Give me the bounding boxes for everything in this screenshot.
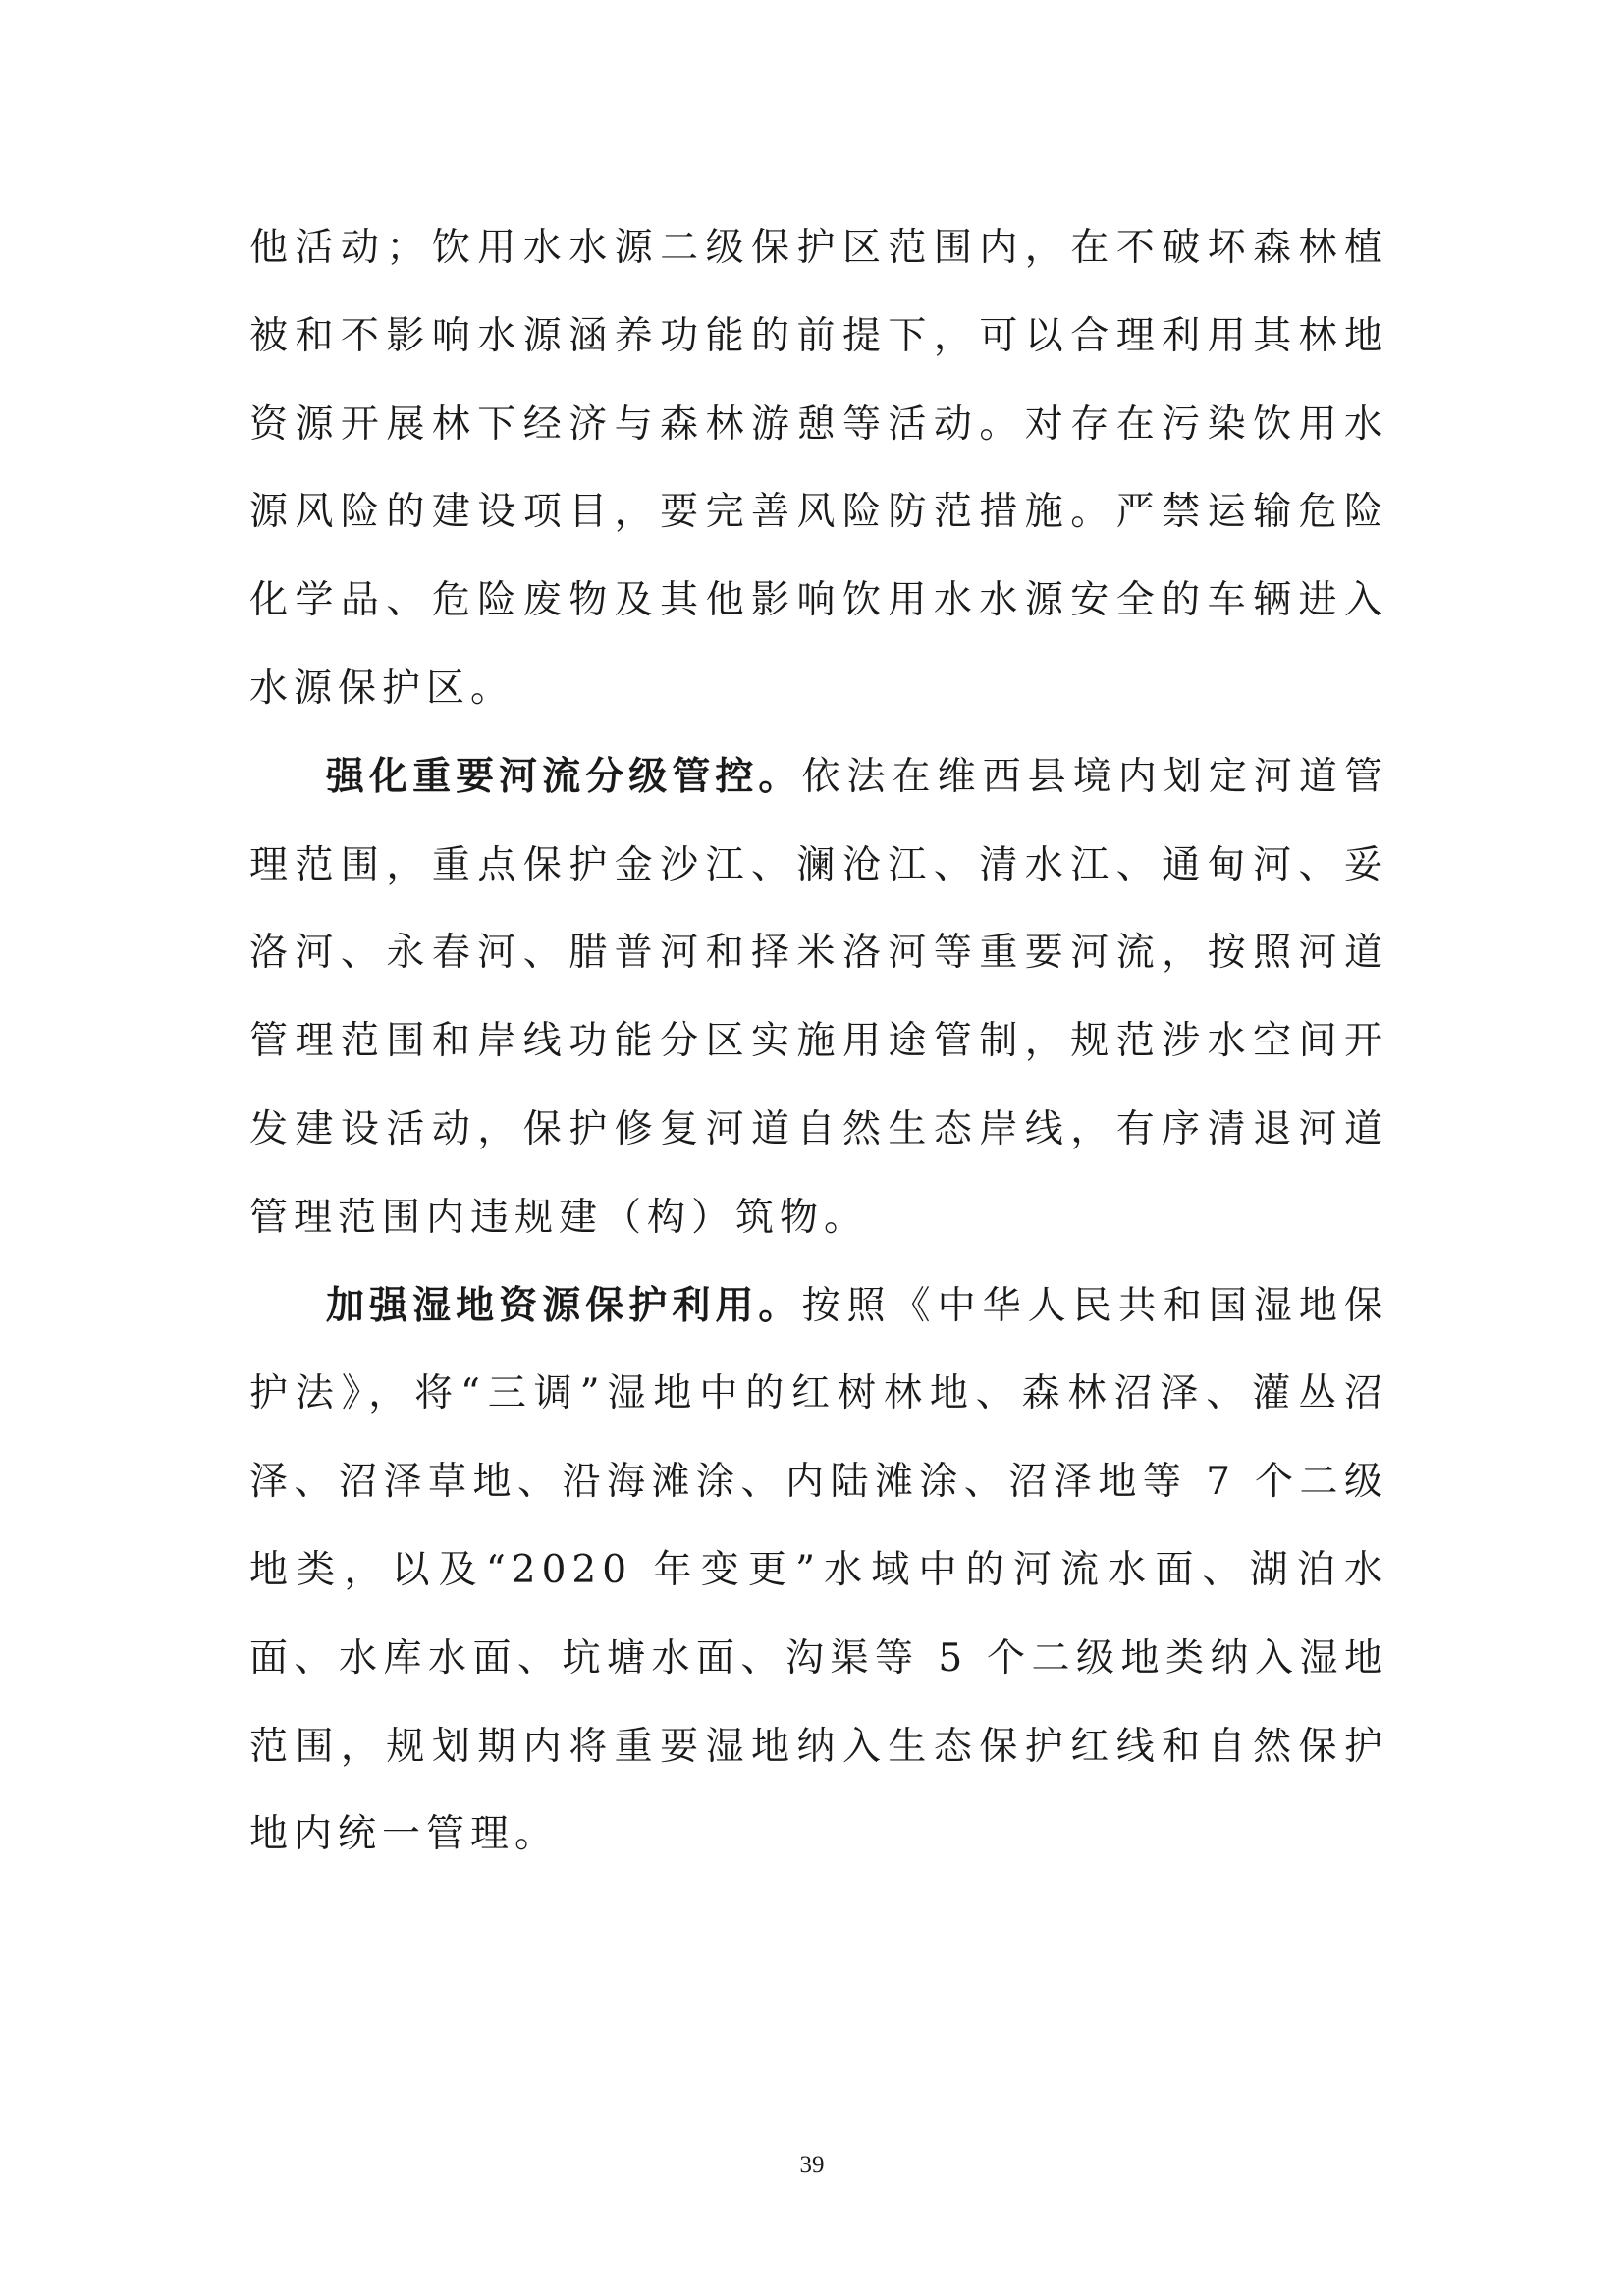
paragraph-river-control — [249, 733, 1388, 1262]
document-body — [249, 204, 1388, 1879]
paragraph-text: 按照《中华人民共和国湿地保护法》，将“三调”湿地中的红树林地、森林沼泽、灌丛沼泽、沼泽草地、沿海滩涂、内陆滩涂、沼泽地等 7 个二级地类，以及“2020 年变更”水域中的河流水面、湖泊水面、水库水面、坑塘水面、沟渠等 5 个二级地类纳入湿地范围，规划期内将重要湿地纳入生态保护红线和自然保护地内统一管理。 — [249, 1283, 1388, 1857]
paragraph-heading: 加强湿地资源保护利用。 — [326, 1283, 802, 1328]
paragraph-heading: 强化重要河流分级管控。 — [326, 754, 802, 799]
paragraph-text: 依法在维西县境内划定河道管理范围，重点保护金沙江、澜沧江、清水江、通甸河、妥洛河、永春河、腊普河和择米洛河等重要河流，按照河道管理范围和岸线功能分区实施用途管制，规范涉水空间开发建设活动，保护修复河道自然生态岸线，有序清退河道管理范围内违规建（构）筑物。 — [249, 754, 1388, 1240]
paragraph-text: 他活动；饮用水水源二级保护区范围内，在不破坏森林植被和不影响水源涵养功能的前提下，可以合理利用其林地资源开展林下经济与森林游憩等活动。对存在污染饮用水源风险的建设项目，要完善风险防范措施。严禁运输危险化学品、危险废物及其他影响饮用水水源安全的车辆进入水源保护区。 — [249, 226, 1388, 711]
paragraph-wetland-protection — [249, 1262, 1388, 1880]
paragraph-continuation — [249, 204, 1388, 733]
page-number: 39 — [799, 2152, 825, 2178]
